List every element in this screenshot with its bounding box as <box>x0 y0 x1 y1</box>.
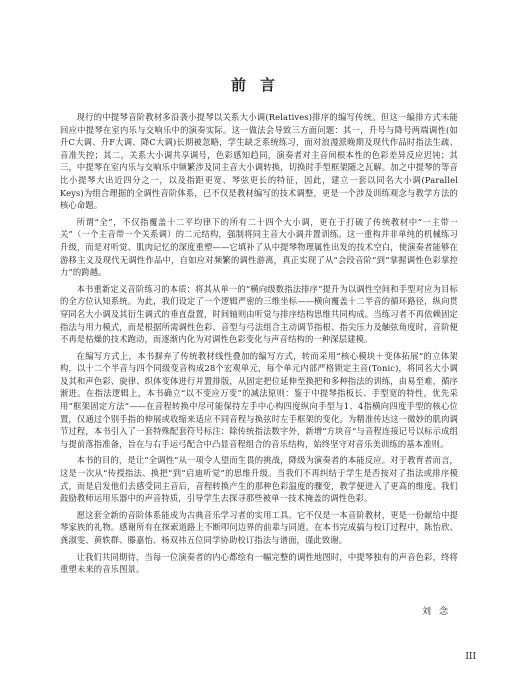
preface-body <box>60 111 458 580</box>
paragraph: 让我们共同期待，当每一位演奏者的内心都绘有一幅完整的调性地图时，中提琴独有的声音色彩，终将重塑未来的音乐图景。 <box>60 551 458 575</box>
paragraph: 本书重新定义音阶练习的本质：将其从单一的“横向级数指法排序”提升为以调性空间和手型对应为目标的全方位认知系统。为此，我们设定了一个逻辑严密的三维坐标——横向覆盖十二半音的循环路径，纵向贯穿同名大小调及其衍生调式的垂直盘置，时间轴则由听觉与排序结构思维共同构成。当练习者不再依赖固定指法与用力模式，而是根据所需调性色彩、音型与弓法组合主动调节指根、指尖压力及触弦角度时，音阶便不再是枯燥的技术跑动，而逐渐内化为对调性色彩变化与声音结构的一种深层建模。 <box>60 283 458 345</box>
paragraph: 本书的目的，是让“全调性”从一项令人望而生畏的挑战，降级为演奏者的本能反应。对于教育者而言，这是一次从“传授指法、换把”到“启迪听觉”的思维升级。当我们不再纠结于学生是否按对了指法或排序模式，而是启发他们去感受同主音后，音程转换产生的那种色彩温度的骤变，教学便进入了更高的维度。我们鼓励教师运用乐器中的声音特质，引导学生去探寻那些被单一技术掩盖的调性色彩。 <box>60 455 458 504</box>
page-title: 前言 <box>230 76 289 94</box>
page-number: III <box>465 652 476 662</box>
paragraph: 在编写方式上，本书摒弃了传统教材线性叠加的编写方式，转而采用“核心模块＋变体拓展”的立体架构，以十二个半音与四个同级变音构成28个宏观单元，每个单元内部严格锁定主音(Tonic)，将同名大小调及其和声色彩、旋律、织体变体进行并置排版，从固定把位延伸至换把和多种指法的训练，由易至难，循序渐进。在指法逻辑上，本书确立“以不变应万变”的减法原则：鉴于中提琴指板长、手型宽的特性，优先采用“框架固定方法”——在音程转换中尽可能保持左手中心构四度纵向手型与1、4指横向四度手型的核心位置，仅通过个别手指的伸展或收缩来适应不同音程与换弦时左手框架的变化。为精准传达这一微妙的肌肉调节过程，本书引入了一套特殊配套符号标注：除传统指法数字外，新增“方块音”与音程连接记号以标示成组与提前落指准备，旨在与右手运弓配合中凸显音程组合的音乐结构，始终坚守对音乐美训练的基本准则。 <box>60 350 458 449</box>
paragraph: 所谓“全”，不仅指覆盖十二平均律下的所有二十四个大小调，更在于打破了传统教材中“一主带一关”（一个主音带一个关系调）的二元结构，强制将同主音大小调并置训练。这一重构并非单纯的机械练习升级，而是对听觉、肌肉记忆的深度重塑——它填补了从中提琴物理属性出发的技术空白，使演奏者能够在游移主义及现代无调性作品中，自如应对频繁的调性游离，真正实现了从“会段音阶”到“掌握调性色彩掌控力”的跨越。 <box>60 216 458 278</box>
paragraph: 愿这套全新的音阶体系能成为古典音乐学习者的实用工具。它不仅是一本音阶教材，更是一份献给中提琴家族的礼物。感谢所有在探索道路上不断叩问边界的前辈与同道。在本书完成搞与校订过程中，陈怡欣、龚淑雯、黄轶群、滕嘉怡、杨双祎五位同学协助校订指法与谱面，谨此致谢。 <box>60 509 458 545</box>
paragraph: 现行的中提琴音阶教材多沿袭小提琴以关系大小调(Relatives)排序的编写传统。但这一编排方式未能回应中提琴在室内乐与交响乐中的演奏实际。这一做法会导致三方面问题：其一，升号与降号两端调性(如升C大调、升F大调、降C大调)长期被忽略，学生缺乏系统练习，面对浪漫派晚期及现代作品时指法生疏、音准失控；其二，关系大小调共享调号，色彩感知趋同，演奏者对主音间根本性的色彩差异反应迟钝；其三，中提琴在室内乐与交响乐中频繁涉及同主音大小调转换，切换时手型框架随之瓦解。加之中提琴的等音比小提琴大出近四分之一，以及指距更宽、琴弦更长的特征，因此，建立一套以同名大小调(Parallel Keys)为组合理据的全调性音阶体系，已不仅是教材编写的技术调整，更是一个涉及训练观念与教学方法的核心命题。 <box>60 112 458 211</box>
author-signature: 刘念 <box>421 607 456 617</box>
